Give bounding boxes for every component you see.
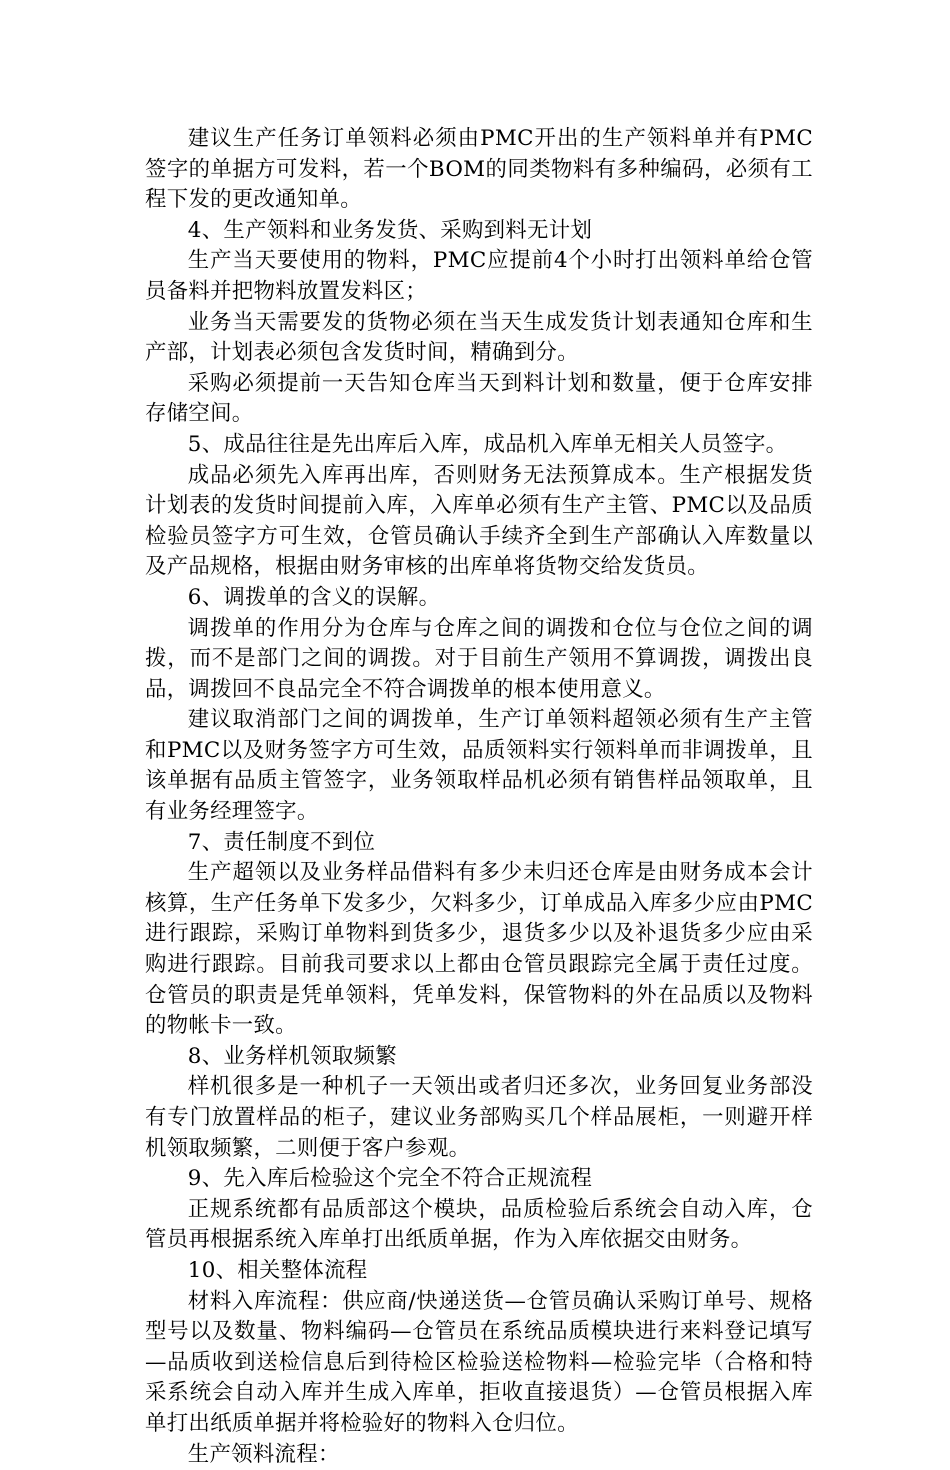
- paragraph-production-flow-label: 生产领料流程：: [187, 1441, 340, 1467]
- heading-item-4: 4、生产领料和业务发货、采购到料无计划: [187, 217, 593, 243]
- heading-item-6: 6、调拨单的含义的误解。: [187, 584, 441, 610]
- paragraph-receiving-flow: 材料入库流程：供应商/快递送货—仓管员确认采购订单号、规格型号以及数量、物料编码—仓管员在系统品质模块进行来料登记填写—品质收到送检信息后到待检区检验送检物料—检验完毕（合格和特采系统会自动入库并生成入库单，拒收直接退货）—仓管员根据入库单打出纸质单据并将检验好的物料入仓归位。: [145, 1288, 813, 1436]
- paragraph-purchase-plan: 采购必须提前一天告知仓库当天到料计划和数量，便于仓库安排存储空间。: [145, 370, 813, 427]
- paragraph-production-material: 生产当天要使用的物料，PMC应提前4个小时打出领料单给仓管员备料并把物料放置发料区；: [145, 248, 813, 304]
- paragraph-transfer-purpose: 调拨单的作用分为仓库与仓库之间的调拨和仓位与仓位之间的调拨，而不是部门之间的调拨。对于目前生产领用不算调拨，调拨出良品，调拨回不良品完全不符合调拨单的根本使用意义。: [145, 615, 813, 702]
- heading-item-5: 5、成品往往是先出库后入库，成品机入库单无相关人员签字。: [187, 431, 788, 457]
- paragraph-shipping-plan: 业务当天需要发的货物必须在当天生成发货计划表通知仓库和生产部，计划表必须包含发货时间，精确到分。: [145, 309, 813, 366]
- paragraph-finished-goods: 成品必须先入库再出库，否则财务无法预算成本。生产根据发货计划表的发货时间提前入库，入库单必须有生产主管、PMC以及品质检验员签字方可生效，仓管员确认手续齐全到生产部确认入库数量以及产品规格，根据由财务审核的出库单将货物交给发货员。: [145, 462, 813, 580]
- paragraph-sample-machines: 样机很多是一种机子一天领出或者归还多次，业务回复业务部没有专门放置样品的柜子，建议业务部购买几个样品展柜，一则避开样机领取频繁，二则便于客户参观。: [145, 1074, 813, 1161]
- heading-item-10: 10、相关整体流程: [187, 1257, 368, 1283]
- paragraph-quality-module: 正规系统都有品质部这个模块，品质检验后系统会自动入库，仓管员再根据系统入库单打出纸质单据，作为入库依据交由财务。: [145, 1196, 813, 1253]
- paragraph-responsibility: 生产超领以及业务样品借料有多少未归还仓库是由财务成本会计核算，生产任务单下发多少，欠料多少，订单成品入库多少应由PMC进行跟踪，采购订单物料到货多少，退货多少以及补退货多少应由采购进行跟踪。目前我司要求以上都由仓管员跟踪完全属于责任过度。仓管员的职责是凭单领料，凭单发料，保管物料的外在品质以及物料的物帐卡一致。: [145, 860, 813, 1039]
- heading-item-7: 7、责任制度不到位: [187, 829, 376, 855]
- document-page: [145, 124, 813, 1470]
- heading-item-8: 8、业务样机领取频繁: [187, 1043, 397, 1069]
- paragraph-transfer-suggestion: 建议取消部门之间的调拨单，生产订单领料超领必须有生产主管和PMC以及财务签字方可生效，品质领料实行领料单而非调拨单，且该单据有品质主管签字，业务领取样品机必须有销售样品领取单，且有业务经理签字。: [145, 707, 813, 825]
- paragraph-pmc-requisition: 建议生产任务订单领料必须由PMC开出的生产领料单并有PMC签字的单据方可发料，若一个BOM的同类物料有多种编码，必须有工程下发的更改通知单。: [145, 126, 813, 213]
- heading-item-9: 9、先入库后检验这个完全不符合正规流程: [187, 1166, 593, 1192]
